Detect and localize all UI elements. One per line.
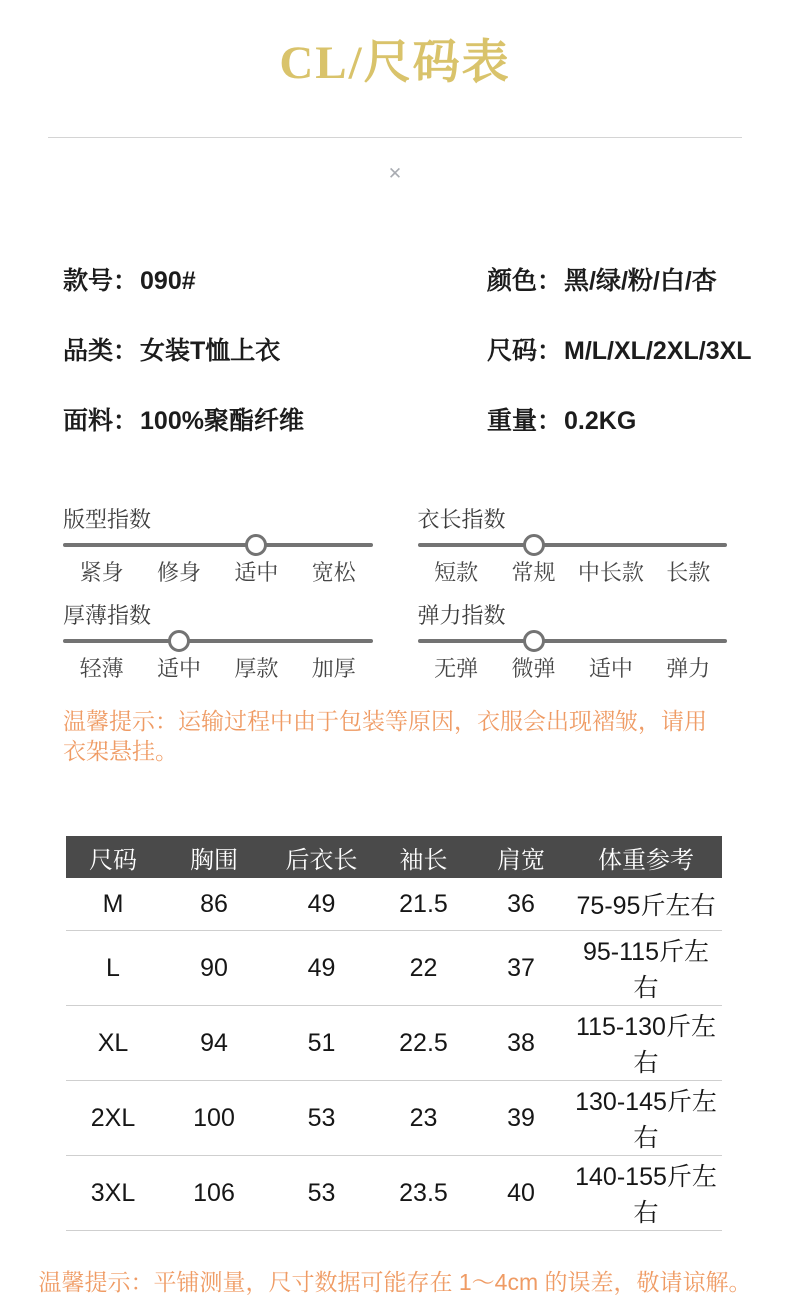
info-label: 面料： — [63, 407, 139, 435]
slider-option: 修身 — [157, 560, 202, 585]
slider-length — [418, 508, 728, 588]
info-item-style-number — [63, 266, 487, 296]
info-value: 090# — [140, 267, 196, 295]
slider-option: 适中 — [234, 560, 279, 585]
size-table-cell: 49 — [268, 878, 375, 931]
size-table-cell: L — [66, 931, 160, 1006]
info-value: M/L/XL/2XL/3XL — [564, 337, 752, 365]
index-sliders — [63, 508, 727, 684]
size-table-cell: 100 — [160, 1081, 268, 1156]
size-table-cell: 3XL — [66, 1156, 160, 1231]
slider-track — [63, 630, 373, 652]
page-title: CL/尺码表 — [279, 37, 511, 89]
slider-option: 适中 — [157, 656, 202, 681]
slider-option: 厚款 — [234, 656, 279, 681]
size-table-header-cell: 体重参考 — [570, 836, 722, 878]
slider-option: 中长款 — [577, 560, 644, 585]
size-table-cell: 51 — [268, 1006, 375, 1081]
slider-track — [63, 534, 373, 556]
product-info — [63, 266, 752, 436]
slider-option: 无弹 — [434, 656, 479, 681]
size-table-cell: 40 — [472, 1156, 570, 1231]
info-item-category — [63, 336, 487, 366]
size-table-header-row — [66, 836, 722, 878]
info-item-sizes — [487, 336, 752, 366]
slider-line — [418, 543, 728, 547]
slider-knob — [168, 630, 190, 652]
info-label: 尺码： — [487, 337, 563, 365]
info-label: 款号： — [63, 267, 139, 295]
warm-tip-shipping — [63, 706, 727, 766]
slider-option: 轻薄 — [79, 656, 124, 681]
slider-options — [63, 558, 373, 588]
size-table-cell: 49 — [268, 931, 375, 1006]
slider-title: 衣长指数 — [417, 507, 506, 532]
slider-option: 加厚 — [311, 656, 356, 681]
size-table-cell: 22 — [375, 931, 472, 1006]
slider-option: 适中 — [588, 656, 633, 681]
warm-tip-prefix: 温馨提示： — [38, 1269, 154, 1295]
slider-line — [418, 639, 728, 643]
warm-tip-text: 平铺测量，尺寸数据可能存在 1～4cm 的误差，敬请谅解。 — [153, 1269, 752, 1295]
slider-option: 短款 — [434, 560, 479, 585]
info-label: 品类： — [63, 337, 139, 365]
info-label: 颜色： — [487, 267, 563, 295]
slider-option: 长款 — [666, 560, 711, 585]
slider-options — [418, 654, 728, 684]
slider-track — [418, 630, 728, 652]
size-table-cell: 95-115斤左右 — [570, 931, 722, 1006]
size-table-cell: M — [66, 878, 160, 931]
slider-knob — [245, 534, 267, 556]
slider-thickness — [63, 604, 373, 684]
size-table-header-cell: 胸围 — [160, 836, 268, 878]
slider-title: 版型指数 — [63, 507, 152, 532]
size-table-cell: 38 — [472, 1006, 570, 1081]
title-divider — [48, 137, 742, 138]
slider-stretch — [418, 604, 728, 684]
size-table-cell: 21.5 — [375, 878, 472, 931]
size-table-cell: 90 — [160, 931, 268, 1006]
table-row — [66, 1006, 722, 1081]
size-table-cell: 130-145斤左右 — [570, 1081, 722, 1156]
slider-fit — [63, 508, 373, 588]
warm-tip-measurement — [0, 1267, 790, 1297]
size-table-cell: 36 — [472, 878, 570, 931]
info-value: 100%聚酯纤维 — [140, 407, 304, 435]
x-mark-icon: ✕ — [387, 164, 403, 183]
size-table-cell: 2XL — [66, 1081, 160, 1156]
size-table-header-cell: 肩宽 — [472, 836, 570, 878]
info-value: 0.2KG — [564, 407, 637, 435]
size-table-cell: 86 — [160, 878, 268, 931]
warm-tip-text: 运输过程中由于包装等原因，衣服会出现褶皱，请用衣架悬挂。 — [63, 708, 707, 764]
slider-option: 紧身 — [79, 560, 124, 585]
table-row — [66, 1081, 722, 1156]
slider-option: 微弹 — [511, 656, 556, 681]
slider-options — [63, 654, 373, 684]
size-table-header-cell: 后衣长 — [268, 836, 375, 878]
info-label: 重量： — [487, 407, 563, 435]
info-value: 女装T恤上衣 — [140, 337, 281, 365]
slider-options — [418, 558, 728, 588]
size-table-cell: 23 — [375, 1081, 472, 1156]
info-item-weight — [487, 406, 752, 436]
size-table-cell: 22.5 — [375, 1006, 472, 1081]
size-table-cell: 53 — [268, 1081, 375, 1156]
size-table-cell: 39 — [472, 1081, 570, 1156]
size-table — [66, 836, 722, 1231]
size-table-header-cell: 袖长 — [375, 836, 472, 878]
slider-option: 弹力 — [666, 656, 711, 681]
size-table-cell: 75-95斤左右 — [570, 878, 722, 931]
size-table-cell: 106 — [160, 1156, 268, 1231]
info-value: 黑/绿/粉/白/杏 — [564, 267, 717, 295]
size-table-cell: 94 — [160, 1006, 268, 1081]
warm-tip-prefix: 温馨提示： — [63, 708, 178, 734]
size-table-cell: 140-155斤左右 — [570, 1156, 722, 1231]
slider-title: 厚薄指数 — [63, 603, 152, 628]
table-row — [66, 931, 722, 1006]
table-row — [66, 878, 722, 931]
size-table-cell: XL — [66, 1006, 160, 1081]
size-table-header-cell: 尺码 — [66, 836, 160, 878]
slider-knob — [523, 630, 545, 652]
size-table-cell: 23.5 — [375, 1156, 472, 1231]
info-item-fabric — [63, 406, 487, 436]
size-table-cell: 53 — [268, 1156, 375, 1231]
slider-knob — [523, 534, 545, 556]
slider-line — [63, 543, 373, 547]
slider-option: 宽松 — [311, 560, 356, 585]
slider-option: 常规 — [511, 560, 556, 585]
slider-line — [63, 639, 373, 643]
slider-track — [418, 534, 728, 556]
size-table-cell: 37 — [472, 931, 570, 1006]
size-table-cell: 115-130斤左右 — [570, 1006, 722, 1081]
info-item-color — [487, 266, 752, 296]
slider-title: 弹力指数 — [417, 603, 506, 628]
table-row — [66, 1156, 722, 1231]
